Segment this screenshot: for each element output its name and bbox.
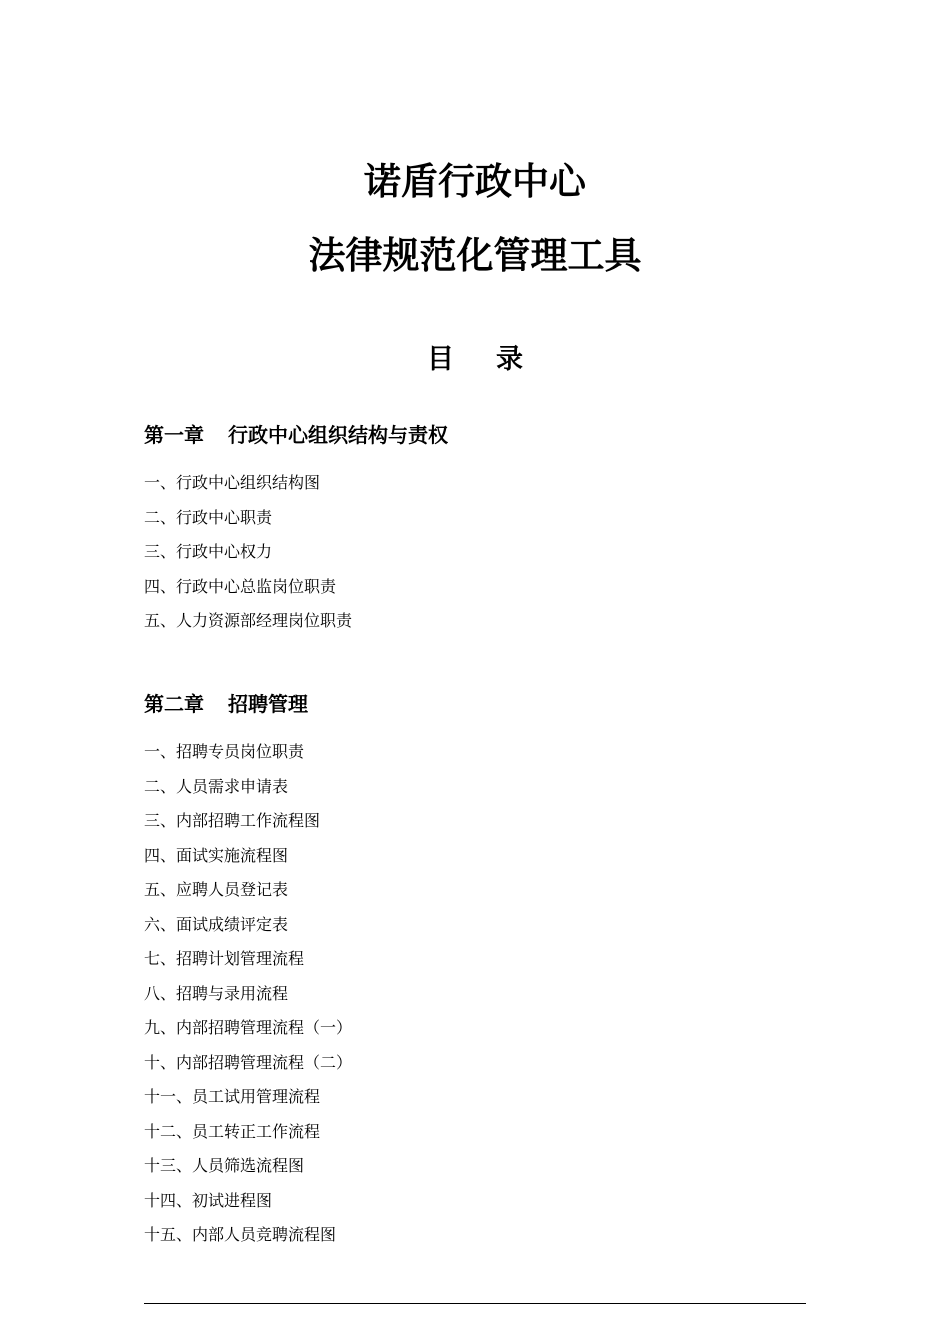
chapter-title: 招聘管理 (228, 692, 308, 716)
document-title-line-1: 诺盾行政中心 (364, 160, 586, 203)
toc-entry[interactable]: 十四、初试进程图 (144, 1190, 273, 1210)
toc-entry[interactable]: 六、面试成绩评定表 (144, 914, 289, 934)
toc-entry[interactable]: 十一、员工试用管理流程 (144, 1087, 321, 1106)
chapter-2-toc-list (144, 741, 804, 1246)
toc-entry[interactable]: 八、招聘与录用流程 (144, 983, 289, 1003)
chapter-1-toc-list (144, 472, 804, 632)
document-title-line-2: 法律规范化管理工具 (308, 234, 642, 277)
toc-entry[interactable]: 三、行政中心权力 (144, 542, 273, 561)
toc-entry[interactable]: 五、应聘人员登记表 (144, 880, 289, 899)
toc-entry[interactable]: 十五、内部人员竞聘流程图 (144, 1225, 337, 1244)
toc-entry[interactable]: 七、招聘计划管理流程 (144, 949, 305, 968)
toc-entry[interactable]: 十二、员工转正工作流程 (144, 1121, 321, 1141)
toc-entry[interactable]: 十、内部招聘管理流程（二） (144, 1052, 353, 1072)
toc-entry[interactable]: 五、人力资源部经理岗位职责 (144, 611, 353, 630)
toc-entry[interactable]: 四、行政中心总监岗位职责 (144, 576, 337, 596)
chapter-2-heading[interactable] (144, 689, 804, 719)
chapter-1-heading[interactable] (144, 420, 804, 450)
chapter-1-section (144, 420, 804, 645)
toc-entry[interactable]: 三、内部招聘工作流程图 (144, 811, 321, 830)
chapter-number: 第二章 (144, 692, 204, 716)
toc-entry[interactable]: 四、面试实施流程图 (144, 845, 289, 865)
toc-heading: 目录 (427, 344, 565, 375)
toc-entry[interactable]: 一、行政中心组织结构图 (144, 473, 321, 492)
toc-entry[interactable]: 二、行政中心职责 (144, 507, 273, 527)
chapter-2-section (144, 689, 804, 1259)
toc-entry[interactable]: 九、内部招聘管理流程（一） (144, 1018, 353, 1037)
footer-rule (144, 1303, 806, 1304)
toc-entry[interactable]: 二、人员需求申请表 (144, 776, 289, 796)
chapter-title: 行政中心组织结构与责权 (228, 423, 448, 447)
chapter-number: 第一章 (144, 423, 204, 447)
toc-entry[interactable]: 一、招聘专员岗位职责 (144, 742, 305, 761)
toc-entry[interactable]: 十三、人员筛选流程图 (144, 1156, 305, 1175)
